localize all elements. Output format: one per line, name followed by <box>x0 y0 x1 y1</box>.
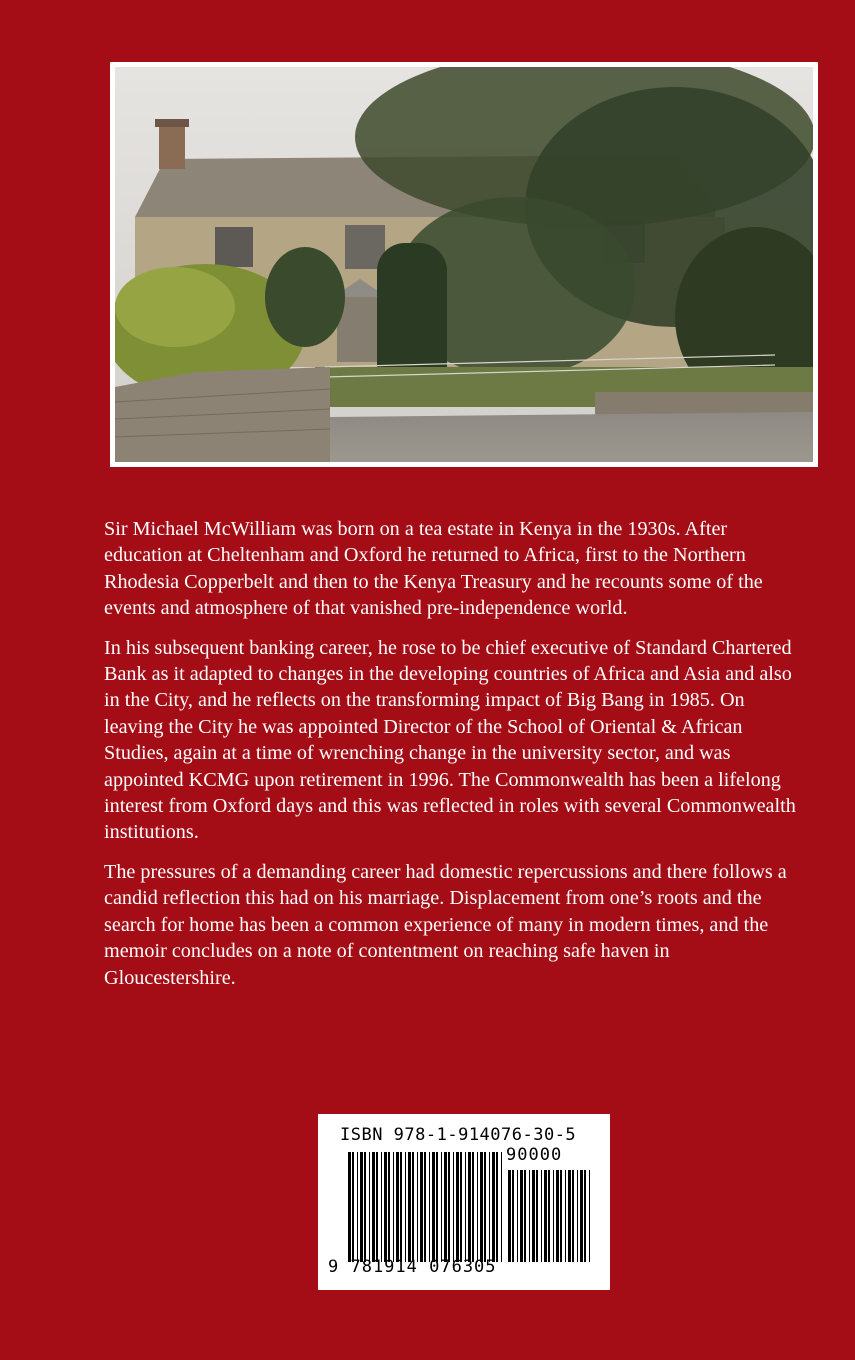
barcode-bar <box>381 1152 382 1262</box>
barcode-bar <box>456 1152 459 1262</box>
barcode-bar <box>420 1152 423 1262</box>
barcode-bar <box>548 1170 550 1262</box>
barcode-bar <box>589 1170 590 1262</box>
house-photo <box>115 67 813 462</box>
isbn-barcode <box>318 1114 610 1290</box>
barcode-bar <box>408 1152 411 1262</box>
barcode-bar <box>565 1170 566 1262</box>
barcode-bar <box>465 1152 466 1262</box>
blurb-paragraph: The pressures of a demanding career had domestic repercussions and there follows a candid reflection this had on his marriage. Displacement from one’s roots and the search for home has been a common experience of many in modern times, and the memoir concludes on a note of contentment on reaching safe haven in Gloucestershire. <box>104 860 787 989</box>
blurb-paragraph: In his subsequent banking career, he rose to be chief executive of Standard Chartered Bank as it adapted to changes in the developing countries of Africa and Asia and also in the City, and he reflects on the transforming impact of Big Bang in 1985. On leaving the City he was appointed Director of the School of Oriental & African Studies, again at a time of wrenching change in the university sector, and was appointed KCMG upon retirement in 1996. The Commonwealth has been a lifelong interest from Oxford days and this was reflected in roles with several Commonwealth institutions. <box>104 636 796 844</box>
barcode-bar <box>372 1152 375 1262</box>
barcode-bar <box>417 1152 418 1262</box>
cover-photo-frame <box>110 62 818 467</box>
barcode-bar <box>436 1152 438 1262</box>
barcode-bar <box>396 1152 399 1262</box>
price-code: 90000 <box>506 1145 563 1165</box>
barcode-bar <box>508 1170 511 1262</box>
barcode-bar <box>453 1152 454 1262</box>
barcode-bar <box>560 1170 562 1262</box>
barcode-bar <box>577 1170 578 1262</box>
barcode-bar <box>492 1152 495 1262</box>
barcode-bar <box>460 1152 462 1262</box>
barcode-bar <box>553 1170 554 1262</box>
window <box>215 227 253 267</box>
barcode-bar <box>572 1170 574 1262</box>
barcode-bar <box>348 1152 351 1262</box>
chimney <box>159 123 185 169</box>
cover-blurb <box>104 516 804 1004</box>
barcode-bar <box>360 1152 363 1262</box>
barcode-bar <box>501 1152 502 1262</box>
barcode-bar <box>444 1152 447 1262</box>
barcode-bar <box>512 1170 514 1262</box>
barcode-bar <box>480 1152 483 1262</box>
barcode-bar <box>376 1152 378 1262</box>
barcode-bar <box>520 1170 523 1262</box>
barcode-bar <box>429 1152 430 1262</box>
barcode-bar <box>388 1152 390 1262</box>
isbn-label: ISBN 978-1-914076-30-5 <box>340 1125 577 1145</box>
barcode-bar <box>477 1152 478 1262</box>
barcode-bar <box>529 1170 530 1262</box>
barcode-bar <box>384 1152 387 1262</box>
barcode-bar <box>556 1170 559 1262</box>
barcode-bar <box>424 1152 426 1262</box>
barcode-bar <box>432 1152 435 1262</box>
barcode-bar <box>544 1170 547 1262</box>
barcode-bar <box>580 1170 583 1262</box>
barcode-bar <box>568 1170 571 1262</box>
barcode-bar <box>524 1170 526 1262</box>
barcode-bar <box>369 1152 370 1262</box>
barcode-bar <box>357 1152 358 1262</box>
barcode-bar <box>541 1170 542 1262</box>
barcode-bar <box>364 1152 366 1262</box>
barcode-bar <box>536 1170 538 1262</box>
barcode-bar <box>448 1152 450 1262</box>
barcode-bar <box>393 1152 394 1262</box>
barcode-bar <box>400 1152 402 1262</box>
barcode-bar <box>405 1152 406 1262</box>
barcode-bar <box>412 1152 414 1262</box>
ean-digits: 9 781914 076305 <box>328 1257 497 1277</box>
barcode-bar <box>584 1170 586 1262</box>
road <box>330 412 813 462</box>
barcode-bar <box>352 1152 354 1262</box>
barcode-bar <box>532 1170 535 1262</box>
barcode-bar <box>472 1152 474 1262</box>
barcode-bar <box>441 1152 442 1262</box>
blurb-paragraph: Sir Michael McWilliam was born on a tea estate in Kenya in the 1930s. After education at Cheltenham and Oxford he returned to Africa, first to the Northern Rhodesia Copperbelt and then to the Kenya Treasury and he recounts some of the events and atmosphere of that vanished pre-independence world. <box>104 518 763 620</box>
barcode-bar <box>489 1152 490 1262</box>
barcode-bar <box>496 1152 498 1262</box>
barcode-bar <box>484 1152 486 1262</box>
barcode-bar <box>517 1170 518 1262</box>
barcode-bar <box>468 1152 471 1262</box>
